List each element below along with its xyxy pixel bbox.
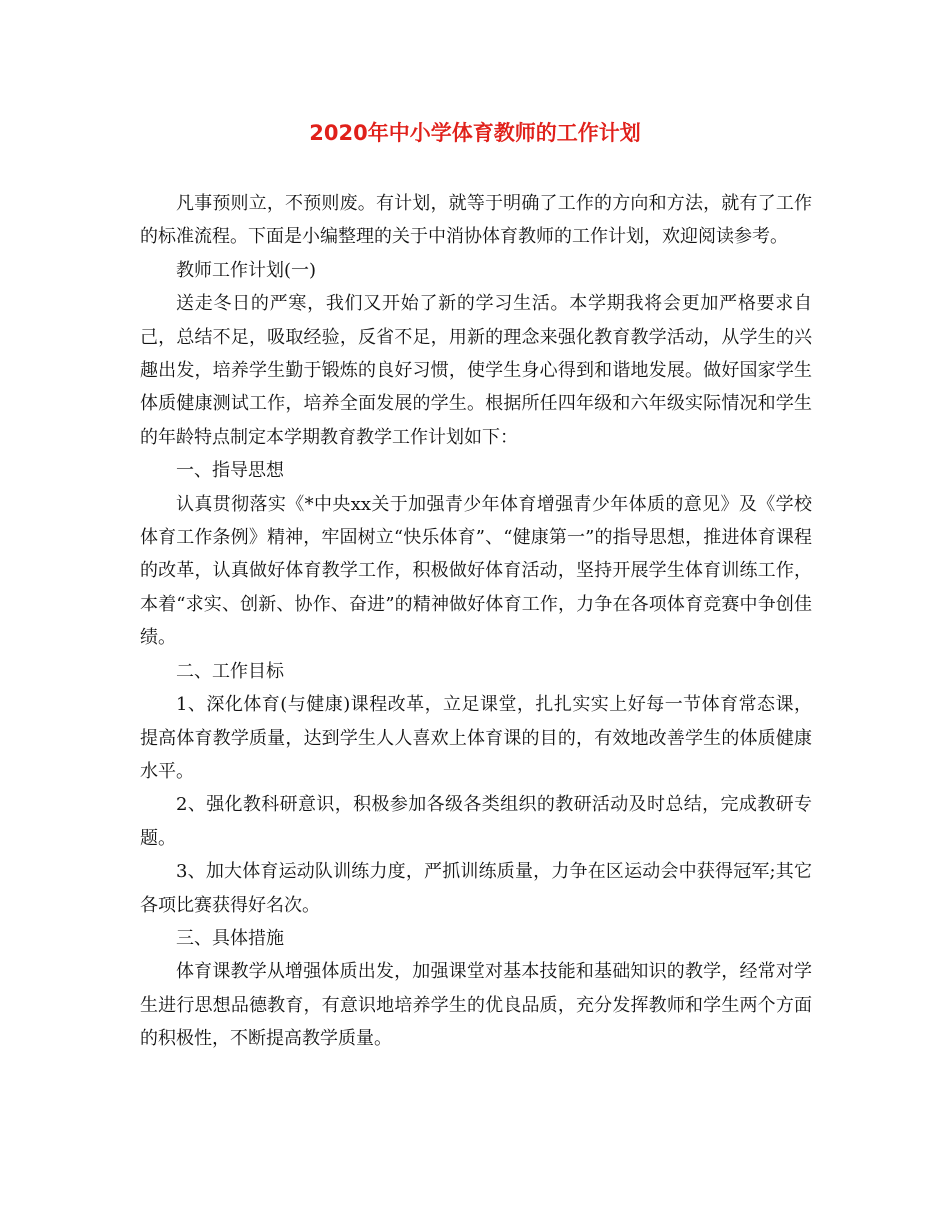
section-heading-work-goals: 二、工作目标 — [176, 660, 284, 682]
intro-paragraph: 凡事预则立，不预则废。有计划，就等于明确了工作的方向和方法，就有了工作的标准流程。下面是小编整理的关于中消协体育教师的工作计划，欢迎阅读参考。 — [140, 193, 812, 248]
work-goal-item-1: 1、深化体育(与健康)课程改革，立足课堂，扎扎实实上好每一节体育常态课，提高体育教学质量，达到学生人人喜欢上体育课的目的，有效地改善学生的体质健康水平。 — [140, 694, 812, 782]
measures-paragraph: 体育课教学从增强体质出发，加强课堂对基本技能和基础知识的教学，经常对学生进行思想品德教育，有意识地培养学生的优良品质，充分发挥教师和学生两个方面的积极性，不断提高教学质量。 — [140, 961, 812, 1050]
plan-intro-paragraph: 送走冬日的严寒，我们又开始了新的学习生活。本学期我将会更加严格要求自己，总结不足，吸取经验，反省不足，用新的理念来强化教育教学活动，从学生的兴趣出发，培养学生勤于锻炼的良好习惯，使学生身心得到和谐地发展。做好国家学生体质健康测试工作，培养全面发展的学生。根据所任四年级和六年级实际情况和学生的年龄特点制定本学期教育教学工作计划如下： — [140, 293, 812, 448]
document-title: 2020年中小学体育教师的工作计划 — [309, 121, 641, 145]
section-heading-measures: 三、具体措施 — [176, 927, 284, 949]
section-heading-guiding-thought: 一、指导思想 — [176, 460, 284, 482]
work-goal-item-3: 3、加大体育运动队训练力度，严抓训练质量，力争在区运动会中获得冠军;其它各项比赛获得好名次。 — [140, 861, 812, 916]
work-goal-item-2: 2、强化教科研意识，积极参加各级各类组织的教研活动及时总结，完成教研专题。 — [140, 794, 812, 849]
document-body — [140, 187, 812, 1056]
guiding-thought-paragraph: 认真贯彻落实《*中央xx关于加强青少年体育增强青少年体质的意见》及《学校体育工作条例》精神，牢固树立“快乐体育”、“健康第一”的指导思想，推进体育课程的改革，认真做好体育教学工作，积极做好体育活动，坚持开展学生体育训练工作，本着“求实、创新、协作、奋进”的精神做好体育工作，力争在各项体育竞赛中争创佳绩。 — [140, 493, 812, 649]
plan-heading: 教师工作计划(一) — [176, 259, 317, 281]
